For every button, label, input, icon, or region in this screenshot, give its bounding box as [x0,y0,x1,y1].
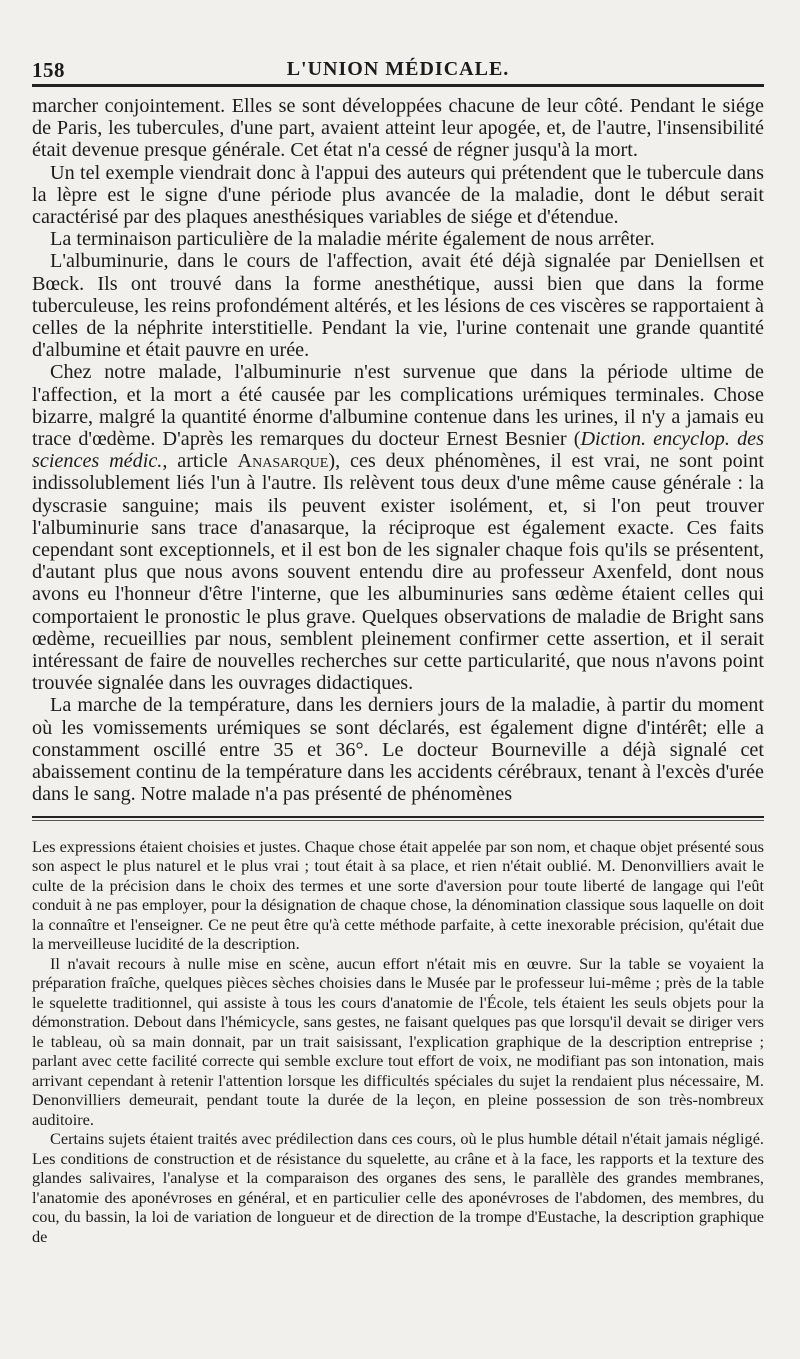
paragraph [32,361,764,694]
footnote-paragraph: Les expressions étaient choisies et justes. Chaque chose était appelée par son nom, et chaque objet présenté sous son aspect le plus naturel et le plus vrai ; tout était à sa place, et rien n'était oublié. M. Denonvilliers avait le culte de la précision dans le choix des termes et une sorte d'aversion pour toute liberté de langage qui l'eût conduit à ne pas employer, pour la désignation de chaque chose, la dénomination classique sous laquelle on doit la connaître et l'enseigner. Ce ne peut être qu'à cette méthode parfaite, à cette inexorable précision, qu'était due la merveilleuse lucidité de la description. [32,836,764,953]
citation: Diction. encyclop. des sciences médic. [32,428,764,473]
article-title: Anasarque [237,450,329,473]
page-header [32,54,764,87]
running-head: L'UNION MÉDICALE. [286,58,510,80]
paragraph: La marche de la température, dans les derniers jours de la maladie, à partir du moment où les vomissements urémiques se sont déclarés, est également digne d'intérêt; elle a constamment oscillé entre 35 et 36°. Le docteur Bourneville a déjà signalé cet abaissement continu de la température dans les accidents cérébraux, tenant à l'excès d'urée dans le sang. Notre malade n'a pas présenté de phénomènes [32,694,764,806]
paragraph: L'albuminurie, dans le cours de l'affection, avait été déjà signalée par Deniellsen et Bœck. Ils ont trouvé dans la forme anesthétique, aussi bien que dans la forme tuberculeuse, les reins profondément altérés, et les lésions de ces viscères se rapportaient à celles de la néphrite interstitielle. Pendant la vie, l'urine contenait une grande quantité d'albumine et était pauvre en urée. [32,250,764,362]
footnote-text [32,837,764,1247]
main-text [32,95,764,806]
page-number: 158 [32,58,65,82]
text-run: , article [162,450,238,473]
footnote-paragraph: Il n'avait recours à nulle mise en scène, aucun effort n'était mis en œuvre. Sur la table se voyaient la préparation fraîche, quelques pièces sèches choisies dans le Musée par le professeur lui-même ; près de la table le squelette traditionnel, qui assiste à tous les cours d'anatomie de l'École, tels étaient les seuls objets pour la démonstration. Debout dans l'hémicycle, sans gestes, ne faisant quelques pas que lorsqu'il devait se diriger vers le tableau, où sa main donnait, par un trait saisissant, l'explication graphique de la description entreprise ; parlant avec cette facilité correcte qui semble exclure tout effort de voix, ne modifiant pas son intonation, mais arrivant cependant à retenir l'attention lorsque les difficultés spéciales du sujet la rendaient plus nécessaire, M. Denonvilliers demeurait, pendant toute la durée de la leçon, en pleine possession de son très-nombreux auditoire. [32,953,764,1129]
footnote-paragraph: Certains sujets étaient traités avec prédilection dans ces cours, où le plus humble détail n'était jamais négligé. Les conditions de construction et de résistance du squelette, au crâne et à la face, les rapports et la texture des glandes salivaires, l'analyse et la comparaison des organes des sens, le parallèle des grandes membranes, l'anatomie des aponévroses en général, et en particulier celle des aponévroses de l'abdomen, des membres, du cou, du bassin, la loi de variation de longueur et de direction de la trompe d'Eustache, la description graphique de [32,1129,764,1246]
paragraph: Un tel exemple viendrait donc à l'appui des auteurs qui prétendent que le tubercule dans la lèpre est le signe d'une période plus avancée de la maladie, dont le début serait caractérisé par des plaques anesthésiques variables de siége et d'étendue. [32,161,764,229]
footnote-separator [32,816,764,821]
text-run: ), ces deux phénomènes, il est vrai, ne sont point indissolublement liés l'un à l'autre. Ils relèvent tous deux d'une même cause générale : la dyscrasie sanguine; mais ils peuvent exister isolément, et, si l'on peut trouver l'albuminurie sans trace d'anasarque, la réciproque est également exacte. Ces faits cependant sont exceptionnels, et il est bon de les signaler chaque fois qu'ils se présentent, d'autant plus que nous avons souvent entendu dire au professeur Axenfeld, dont nous avons eu l'honneur d'être l'interne, que les albuminuries sans œdème étaient celles qui comportaient le pronostic le plus grave. Quelques observations de maladie de Bright sans œdème, recueillies par nous, semblent pleinement confirmer cette assertion, et il serait intéressant de faire de nouvelles recherches sur cette particularité, que nous n'avons point trouvée signalée dans les ouvrages didactiques. [32,450,764,695]
paragraph: marcher conjointement. Elles se sont développées chacune de leur côté. Pendant le siége de Paris, les tubercules, d'une part, avaient atteint leur apogée, et, de l'autre, l'insensibilité était devenue presque générale. Cet état n'a cessé de régner jusqu'à la mort. [32,95,764,162]
paragraph: La terminaison particulière de la maladie mérite également de nous arrêter. [50,228,655,251]
text-run: Chez notre malade, l'albuminurie n'est survenue que dans la période ultime de l'affection, et la mort a été causée par les complications urémiques terminales. Chose bizarre, malgré la quantité énorme d'albumine contenue dans les urines, il n'y a jamais eu trace d'œdème. D'après les remarques du docteur Ernest Besnier ( [32,361,764,451]
